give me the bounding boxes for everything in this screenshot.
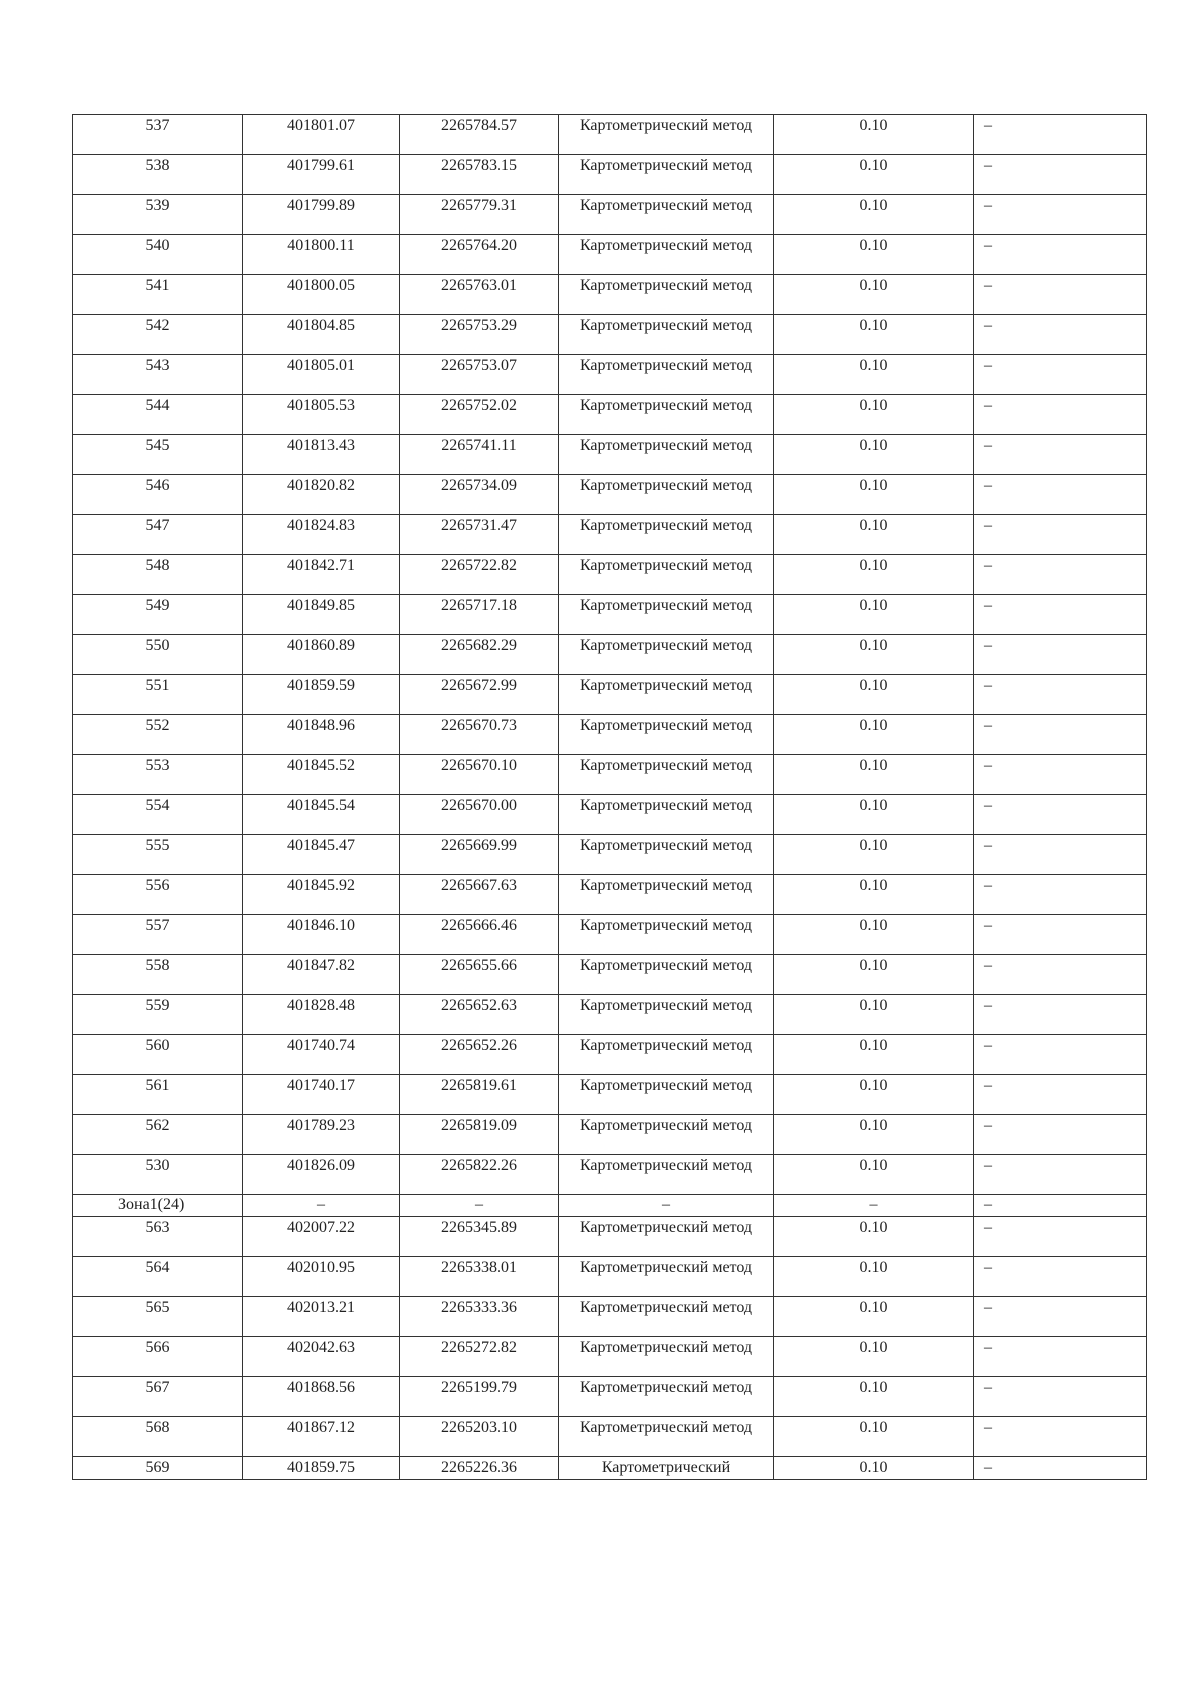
note-cell: – (974, 835, 1147, 875)
table-row (73, 995, 1147, 1035)
x-coordinate-cell: 401845.92 (243, 875, 400, 915)
y-coordinate-cell: 2265763.01 (400, 275, 559, 315)
y-coordinate-cell: 2265333.36 (400, 1297, 559, 1337)
accuracy-cell: – (774, 1195, 974, 1217)
method-cell: Картометрический метод (559, 435, 774, 475)
x-coordinate-cell: 401740.17 (243, 1075, 400, 1115)
table-row (73, 1257, 1147, 1297)
y-coordinate-cell: 2265753.07 (400, 355, 559, 395)
y-coordinate-cell: 2265734.09 (400, 475, 559, 515)
accuracy-cell: 0.10 (774, 555, 974, 595)
y-coordinate-cell: 2265652.26 (400, 1035, 559, 1075)
table-row (73, 755, 1147, 795)
method-cell: Картометрический метод (559, 1417, 774, 1457)
table-row (73, 275, 1147, 315)
method-cell: Картометрический метод (559, 995, 774, 1035)
note-cell: – (974, 1155, 1147, 1195)
accuracy-cell: 0.10 (774, 235, 974, 275)
table-row (73, 235, 1147, 275)
accuracy-cell: 0.10 (774, 1337, 974, 1377)
x-coordinate-cell: 401859.59 (243, 675, 400, 715)
point-number-cell: 561 (73, 1075, 243, 1115)
accuracy-cell: 0.10 (774, 315, 974, 355)
table-row (73, 1035, 1147, 1075)
table-row (73, 195, 1147, 235)
table-row (73, 555, 1147, 595)
note-cell: – (974, 715, 1147, 755)
y-coordinate-cell: 2265819.09 (400, 1115, 559, 1155)
note-cell: – (974, 1257, 1147, 1297)
y-coordinate-cell: 2265670.10 (400, 755, 559, 795)
table-row (73, 1115, 1147, 1155)
accuracy-cell: 0.10 (774, 435, 974, 475)
table-row (73, 875, 1147, 915)
accuracy-cell: 0.10 (774, 355, 974, 395)
accuracy-cell: 0.10 (774, 515, 974, 555)
table-row (73, 1457, 1147, 1480)
y-coordinate-cell: 2265783.15 (400, 155, 559, 195)
method-cell: Картометрический метод (559, 1075, 774, 1115)
x-coordinate-cell: 401845.52 (243, 755, 400, 795)
x-coordinate-cell: 401845.54 (243, 795, 400, 835)
point-number-cell: 563 (73, 1217, 243, 1257)
table-row (73, 1075, 1147, 1115)
point-number-cell: 566 (73, 1337, 243, 1377)
y-coordinate-cell: – (400, 1195, 559, 1217)
table-row (73, 395, 1147, 435)
point-number-cell: 562 (73, 1115, 243, 1155)
table-row (73, 835, 1147, 875)
method-cell: Картометрический метод (559, 1377, 774, 1417)
accuracy-cell: 0.10 (774, 475, 974, 515)
note-cell: – (974, 875, 1147, 915)
table-row (73, 795, 1147, 835)
table-row (73, 115, 1147, 155)
point-number-cell: 550 (73, 635, 243, 675)
point-number-cell: 538 (73, 155, 243, 195)
accuracy-cell: 0.10 (774, 1377, 974, 1417)
method-cell: Картометрический метод (559, 1155, 774, 1195)
y-coordinate-cell: 2265764.20 (400, 235, 559, 275)
method-cell: Картометрический метод (559, 835, 774, 875)
note-cell: – (974, 395, 1147, 435)
method-cell: – (559, 1195, 774, 1217)
note-cell: – (974, 1297, 1147, 1337)
method-cell: Картометрический метод (559, 1217, 774, 1257)
accuracy-cell: 0.10 (774, 635, 974, 675)
x-coordinate-cell: 401846.10 (243, 915, 400, 955)
x-coordinate-cell: 401813.43 (243, 435, 400, 475)
point-number-cell: 545 (73, 435, 243, 475)
y-coordinate-cell: 2265682.29 (400, 635, 559, 675)
y-coordinate-cell: 2265752.02 (400, 395, 559, 435)
y-coordinate-cell: 2265819.61 (400, 1075, 559, 1115)
x-coordinate-cell: 401740.74 (243, 1035, 400, 1075)
y-coordinate-cell: 2265779.31 (400, 195, 559, 235)
method-cell: Картометрический метод (559, 1115, 774, 1155)
accuracy-cell: 0.10 (774, 155, 974, 195)
method-cell: Картометрический метод (559, 395, 774, 435)
point-number-cell: 553 (73, 755, 243, 795)
method-cell: Картометрический метод (559, 875, 774, 915)
note-cell: – (974, 195, 1147, 235)
accuracy-cell: 0.10 (774, 795, 974, 835)
point-number-cell: 541 (73, 275, 243, 315)
method-cell: Картометрический метод (559, 755, 774, 795)
y-coordinate-cell: 2265672.99 (400, 675, 559, 715)
note-cell: – (974, 1075, 1147, 1115)
y-coordinate-cell: 2265667.63 (400, 875, 559, 915)
method-cell: Картометрический метод (559, 195, 774, 235)
note-cell: – (974, 595, 1147, 635)
x-coordinate-cell: 402007.22 (243, 1217, 400, 1257)
accuracy-cell: 0.10 (774, 1257, 974, 1297)
note-cell: – (974, 795, 1147, 835)
x-coordinate-cell: – (243, 1195, 400, 1217)
note-cell: – (974, 1417, 1147, 1457)
accuracy-cell: 0.10 (774, 1035, 974, 1075)
x-coordinate-cell: 401800.05 (243, 275, 400, 315)
point-number-cell: 564 (73, 1257, 243, 1297)
table-row (73, 315, 1147, 355)
x-coordinate-cell: 401805.53 (243, 395, 400, 435)
method-cell: Картометрический метод (559, 635, 774, 675)
method-cell: Картометрический метод (559, 275, 774, 315)
point-number-cell: Зона1(24) (73, 1195, 243, 1217)
method-cell: Картометрический метод (559, 1337, 774, 1377)
accuracy-cell: 0.10 (774, 995, 974, 1035)
point-number-cell: 530 (73, 1155, 243, 1195)
note-cell: – (974, 1377, 1147, 1417)
x-coordinate-cell: 401801.07 (243, 115, 400, 155)
accuracy-cell: 0.10 (774, 595, 974, 635)
accuracy-cell: 0.10 (774, 715, 974, 755)
y-coordinate-cell: 2265670.73 (400, 715, 559, 755)
table-row (73, 435, 1147, 475)
point-number-cell: 554 (73, 795, 243, 835)
accuracy-cell: 0.10 (774, 275, 974, 315)
x-coordinate-cell: 401860.89 (243, 635, 400, 675)
method-cell: Картометрический метод (559, 795, 774, 835)
point-number-cell: 569 (73, 1457, 243, 1480)
accuracy-cell: 0.10 (774, 1417, 974, 1457)
point-number-cell: 543 (73, 355, 243, 395)
accuracy-cell: 0.10 (774, 1297, 974, 1337)
note-cell: – (974, 115, 1147, 155)
x-coordinate-cell: 401842.71 (243, 555, 400, 595)
accuracy-cell: 0.10 (774, 395, 974, 435)
accuracy-cell: 0.10 (774, 1155, 974, 1195)
method-cell: Картометрический (559, 1457, 774, 1480)
coordinates-table (72, 114, 1147, 1480)
y-coordinate-cell: 2265199.79 (400, 1377, 559, 1417)
note-cell: – (974, 355, 1147, 395)
point-number-cell: 547 (73, 515, 243, 555)
point-number-cell: 560 (73, 1035, 243, 1075)
accuracy-cell: 0.10 (774, 195, 974, 235)
note-cell: – (974, 515, 1147, 555)
point-number-cell: 542 (73, 315, 243, 355)
y-coordinate-cell: 2265666.46 (400, 915, 559, 955)
coordinates-table-body (73, 115, 1147, 1480)
table-row (73, 515, 1147, 555)
note-cell: – (974, 915, 1147, 955)
accuracy-cell: 0.10 (774, 755, 974, 795)
point-number-cell: 551 (73, 675, 243, 715)
point-number-cell: 568 (73, 1417, 243, 1457)
x-coordinate-cell: 401845.47 (243, 835, 400, 875)
method-cell: Картометрический метод (559, 355, 774, 395)
method-cell: Картометрический метод (559, 235, 774, 275)
y-coordinate-cell: 2265717.18 (400, 595, 559, 635)
x-coordinate-cell: 401848.96 (243, 715, 400, 755)
note-cell: – (974, 235, 1147, 275)
note-cell: – (974, 1035, 1147, 1075)
note-cell: – (974, 555, 1147, 595)
note-cell: – (974, 315, 1147, 355)
point-number-cell: 557 (73, 915, 243, 955)
accuracy-cell: 0.10 (774, 875, 974, 915)
note-cell: – (974, 1337, 1147, 1377)
accuracy-cell: 0.10 (774, 1217, 974, 1257)
note-cell: – (974, 755, 1147, 795)
point-number-cell: 556 (73, 875, 243, 915)
y-coordinate-cell: 2265203.10 (400, 1417, 559, 1457)
table-row (73, 1337, 1147, 1377)
accuracy-cell: 0.10 (774, 835, 974, 875)
table-row (73, 675, 1147, 715)
y-coordinate-cell: 2265753.29 (400, 315, 559, 355)
point-number-cell: 565 (73, 1297, 243, 1337)
table-row (73, 1297, 1147, 1337)
note-cell: – (974, 475, 1147, 515)
note-cell: – (974, 155, 1147, 195)
method-cell: Картометрический метод (559, 1297, 774, 1337)
point-number-cell: 549 (73, 595, 243, 635)
accuracy-cell: 0.10 (774, 1457, 974, 1480)
x-coordinate-cell: 401849.85 (243, 595, 400, 635)
table-row (73, 1417, 1147, 1457)
x-coordinate-cell: 401847.82 (243, 955, 400, 995)
x-coordinate-cell: 401826.09 (243, 1155, 400, 1195)
point-number-cell: 544 (73, 395, 243, 435)
x-coordinate-cell: 402042.63 (243, 1337, 400, 1377)
x-coordinate-cell: 401859.75 (243, 1457, 400, 1480)
x-coordinate-cell: 402013.21 (243, 1297, 400, 1337)
table-row (73, 715, 1147, 755)
y-coordinate-cell: 2265655.66 (400, 955, 559, 995)
table-row (73, 915, 1147, 955)
note-cell: – (974, 1217, 1147, 1257)
method-cell: Картометрический метод (559, 155, 774, 195)
point-number-cell: 546 (73, 475, 243, 515)
method-cell: Картометрический метод (559, 555, 774, 595)
accuracy-cell: 0.10 (774, 675, 974, 715)
point-number-cell: 567 (73, 1377, 243, 1417)
table-row (73, 1217, 1147, 1257)
x-coordinate-cell: 401867.12 (243, 1417, 400, 1457)
y-coordinate-cell: 2265741.11 (400, 435, 559, 475)
note-cell: – (974, 435, 1147, 475)
table-row (73, 155, 1147, 195)
x-coordinate-cell: 401800.11 (243, 235, 400, 275)
x-coordinate-cell: 401789.23 (243, 1115, 400, 1155)
accuracy-cell: 0.10 (774, 115, 974, 155)
point-number-cell: 555 (73, 835, 243, 875)
y-coordinate-cell: 2265272.82 (400, 1337, 559, 1377)
table-row (73, 1155, 1147, 1195)
y-coordinate-cell: 2265784.57 (400, 115, 559, 155)
note-cell: – (974, 1457, 1147, 1480)
y-coordinate-cell: 2265822.26 (400, 1155, 559, 1195)
note-cell: – (974, 995, 1147, 1035)
y-coordinate-cell: 2265345.89 (400, 1217, 559, 1257)
table-row (73, 955, 1147, 995)
point-number-cell: 552 (73, 715, 243, 755)
table-row (73, 595, 1147, 635)
x-coordinate-cell: 401804.85 (243, 315, 400, 355)
point-number-cell: 537 (73, 115, 243, 155)
y-coordinate-cell: 2265722.82 (400, 555, 559, 595)
x-coordinate-cell: 401824.83 (243, 515, 400, 555)
accuracy-cell: 0.10 (774, 915, 974, 955)
method-cell: Картометрический метод (559, 715, 774, 755)
method-cell: Картометрический метод (559, 1257, 774, 1297)
method-cell: Картометрический метод (559, 595, 774, 635)
y-coordinate-cell: 2265670.00 (400, 795, 559, 835)
point-number-cell: 540 (73, 235, 243, 275)
y-coordinate-cell: 2265669.99 (400, 835, 559, 875)
x-coordinate-cell: 401868.56 (243, 1377, 400, 1417)
note-cell: – (974, 675, 1147, 715)
method-cell: Картометрический метод (559, 915, 774, 955)
table-row (73, 355, 1147, 395)
table-row (73, 635, 1147, 675)
note-cell: – (974, 1195, 1147, 1217)
accuracy-cell: 0.10 (774, 1115, 974, 1155)
note-cell: – (974, 1115, 1147, 1155)
note-cell: – (974, 955, 1147, 995)
table-row (73, 475, 1147, 515)
point-number-cell: 558 (73, 955, 243, 995)
method-cell: Картометрический метод (559, 675, 774, 715)
accuracy-cell: 0.10 (774, 1075, 974, 1115)
table-row (73, 1377, 1147, 1417)
y-coordinate-cell: 2265338.01 (400, 1257, 559, 1297)
point-number-cell: 539 (73, 195, 243, 235)
point-number-cell: 548 (73, 555, 243, 595)
method-cell: Картометрический метод (559, 955, 774, 995)
point-number-cell: 559 (73, 995, 243, 1035)
note-cell: – (974, 275, 1147, 315)
note-cell: – (974, 635, 1147, 675)
x-coordinate-cell: 401805.01 (243, 355, 400, 395)
method-cell: Картометрический метод (559, 1035, 774, 1075)
x-coordinate-cell: 401799.89 (243, 195, 400, 235)
x-coordinate-cell: 401799.61 (243, 155, 400, 195)
accuracy-cell: 0.10 (774, 955, 974, 995)
y-coordinate-cell: 2265652.63 (400, 995, 559, 1035)
method-cell: Картометрический метод (559, 515, 774, 555)
y-coordinate-cell: 2265731.47 (400, 515, 559, 555)
method-cell: Картометрический метод (559, 475, 774, 515)
method-cell: Картометрический метод (559, 115, 774, 155)
x-coordinate-cell: 402010.95 (243, 1257, 400, 1297)
x-coordinate-cell: 401820.82 (243, 475, 400, 515)
zone-header-row (73, 1195, 1147, 1217)
x-coordinate-cell: 401828.48 (243, 995, 400, 1035)
y-coordinate-cell: 2265226.36 (400, 1457, 559, 1480)
method-cell: Картометрический метод (559, 315, 774, 355)
